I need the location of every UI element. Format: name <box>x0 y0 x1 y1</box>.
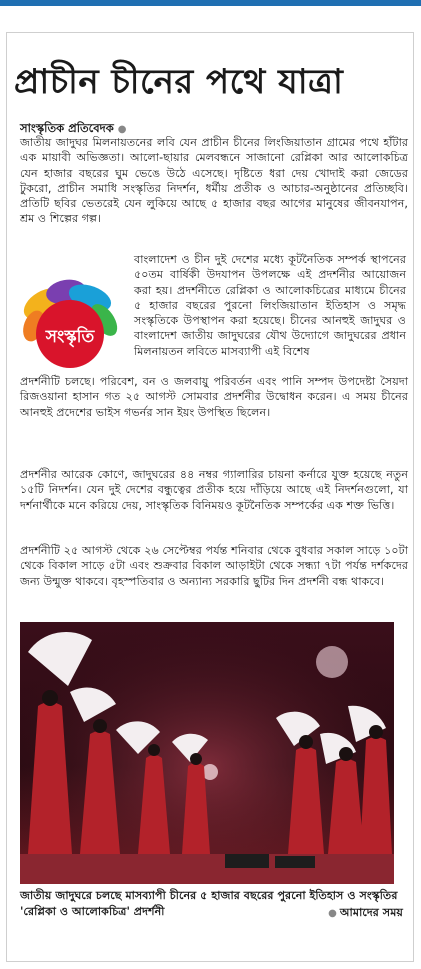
byline-text: সাংস্কৃতিক প্রতিবেদক <box>20 121 114 135</box>
dance-photo-illustration <box>20 622 394 884</box>
top-accent-bar <box>0 0 421 6</box>
byline-dot-icon: ● <box>117 124 127 135</box>
photo-credit <box>328 904 403 923</box>
culture-logo-label: সংস্কৃতি <box>45 327 95 347</box>
culture-logo-graphic <box>14 268 126 376</box>
dance-performance-photo <box>20 622 394 884</box>
paragraph-inauguration: প্রদর্শনীটি চলছে। পরিবেশ, বন ও জলবায়ু পরিবর্তন এবং পানি সম্পদ উপদেষ্টা সৈয়দা রিজওয়ানা হাসান গত ২৫ আগস্ট সোমবার প্রদর্শনীর উদ্বোধন করেন। এ সময় চীনের আনহুই প্রদেশের ভাইস গভর্নর সান ইয়ং উপস্থিত ছিলেন। <box>20 375 408 419</box>
paragraph-china-corner: প্রদর্শনীর আরেক কোণে, জাদুঘরের ৪৪ নম্বর গ্যালারির চায়না কর্নারে যুক্ত হয়েছে নতুন ১৫টি নিদর্শন। যেন দুই দেশের বন্ধুত্বের প্রতীক হয়ে দাঁড়িয়ে আছে এই নিদর্শনগুলো, যা দর্শনার্থীকে মনে করিয়ে দেয়, সাংস্কৃতিক বিনিময়ও কূটনৈতিক সম্পর্কের এক শক্ত ভিত্তি। <box>20 468 408 512</box>
paragraph-intro: জাতীয় জাদুঘর মিলনায়তনের লবি যেন প্রাচীন চীনের লিংজিয়াতান গ্রামের পথে হাঁটার এক মায়াবী অভিজ্ঞতা। আলো-ছায়ার মেলবন্ধনে সাজানো রেপ্লিকা আর আলোকচিত্র যেন হাজার বছরের ঘুম ভেঙে উঠে এসেছে। দৃষ্টিতে ধরা দেয় খোদাই করা জেডের টুকরো, প্রাচীন সমাধি সংস্কৃতির নিদর্শন, ধর্মীয় প্রতীক ও আচার-অনুষ্ঠানের প্রতিচ্ছবি। প্রতিটি ছবির ভেতরেই যেন লুকিয়ে আছে ৫ হাজার বছর আগের মানুষের জীবনযাপন, শ্রম ও শিল্পের গল্প। <box>20 136 408 226</box>
paragraph-anniversary: বাংলাদেশ ও চীন দুই দেশের মধ্যে কূটনৈতিক সম্পর্ক স্থাপনের ৫০তম বার্ষিকী উদযাপন উপলক্ষে এই প্রদর্শনীর আয়োজন করা হয়। প্রদর্শনীতে রেপ্লিকা ও আলোকচিত্রের মাধ্যমে চীনের ৫ হাজার বছরের পুরনো লিংজিয়াতান ইতিহাস ও সমৃদ্ধ সংস্কৃতিকে উপস্থাপন করা হয়েছে। চীনের আনহুই জাদুঘর ও বাংলাদেশ জাতীয় জাদুঘরের যৌথ উদ্যোগে জাদুঘরের প্রধান মিলনায়তন লবিতে মাসব্যাপী এই বিশেষ <box>134 253 406 358</box>
credit-dot-icon: ● <box>328 908 337 919</box>
paragraph-schedule: প্রদর্শনীটি ২৫ আগস্ট থেকে ২৬ সেপ্টেম্বর পর্যন্ত শনিবার থেকে বুধবার সকাল সাড়ে ১০টা থেকে বিকাল সাড়ে ৫টা এবং শুক্রবার বিকাল আড়াইটা থেকে সন্ধ্যা ৭টা পর্যন্ত দর্শকদের জন্য উন্মুক্ত থাকবে। বৃহস্পতিবার ও অন্যান্য সরকারি ছুটির দিন প্রদর্শনী বন্ধ থাকবে। <box>20 544 408 588</box>
photo-caption: জাতীয় জাদুঘরে চলছে মাসব্যাপী চীনের ৫ হাজার বছরের পুরনো ইতিহাস ও সংস্কৃতির 'রেপ্লিকা ও আলোকচিত্র' প্রদর্শনী <box>20 889 398 918</box>
article-headline: প্রাচীন চীনের পথে যাত্রা <box>14 62 344 102</box>
photo-credit-text: আমাদের সময় <box>339 906 403 919</box>
culture-section-logo <box>14 268 126 376</box>
